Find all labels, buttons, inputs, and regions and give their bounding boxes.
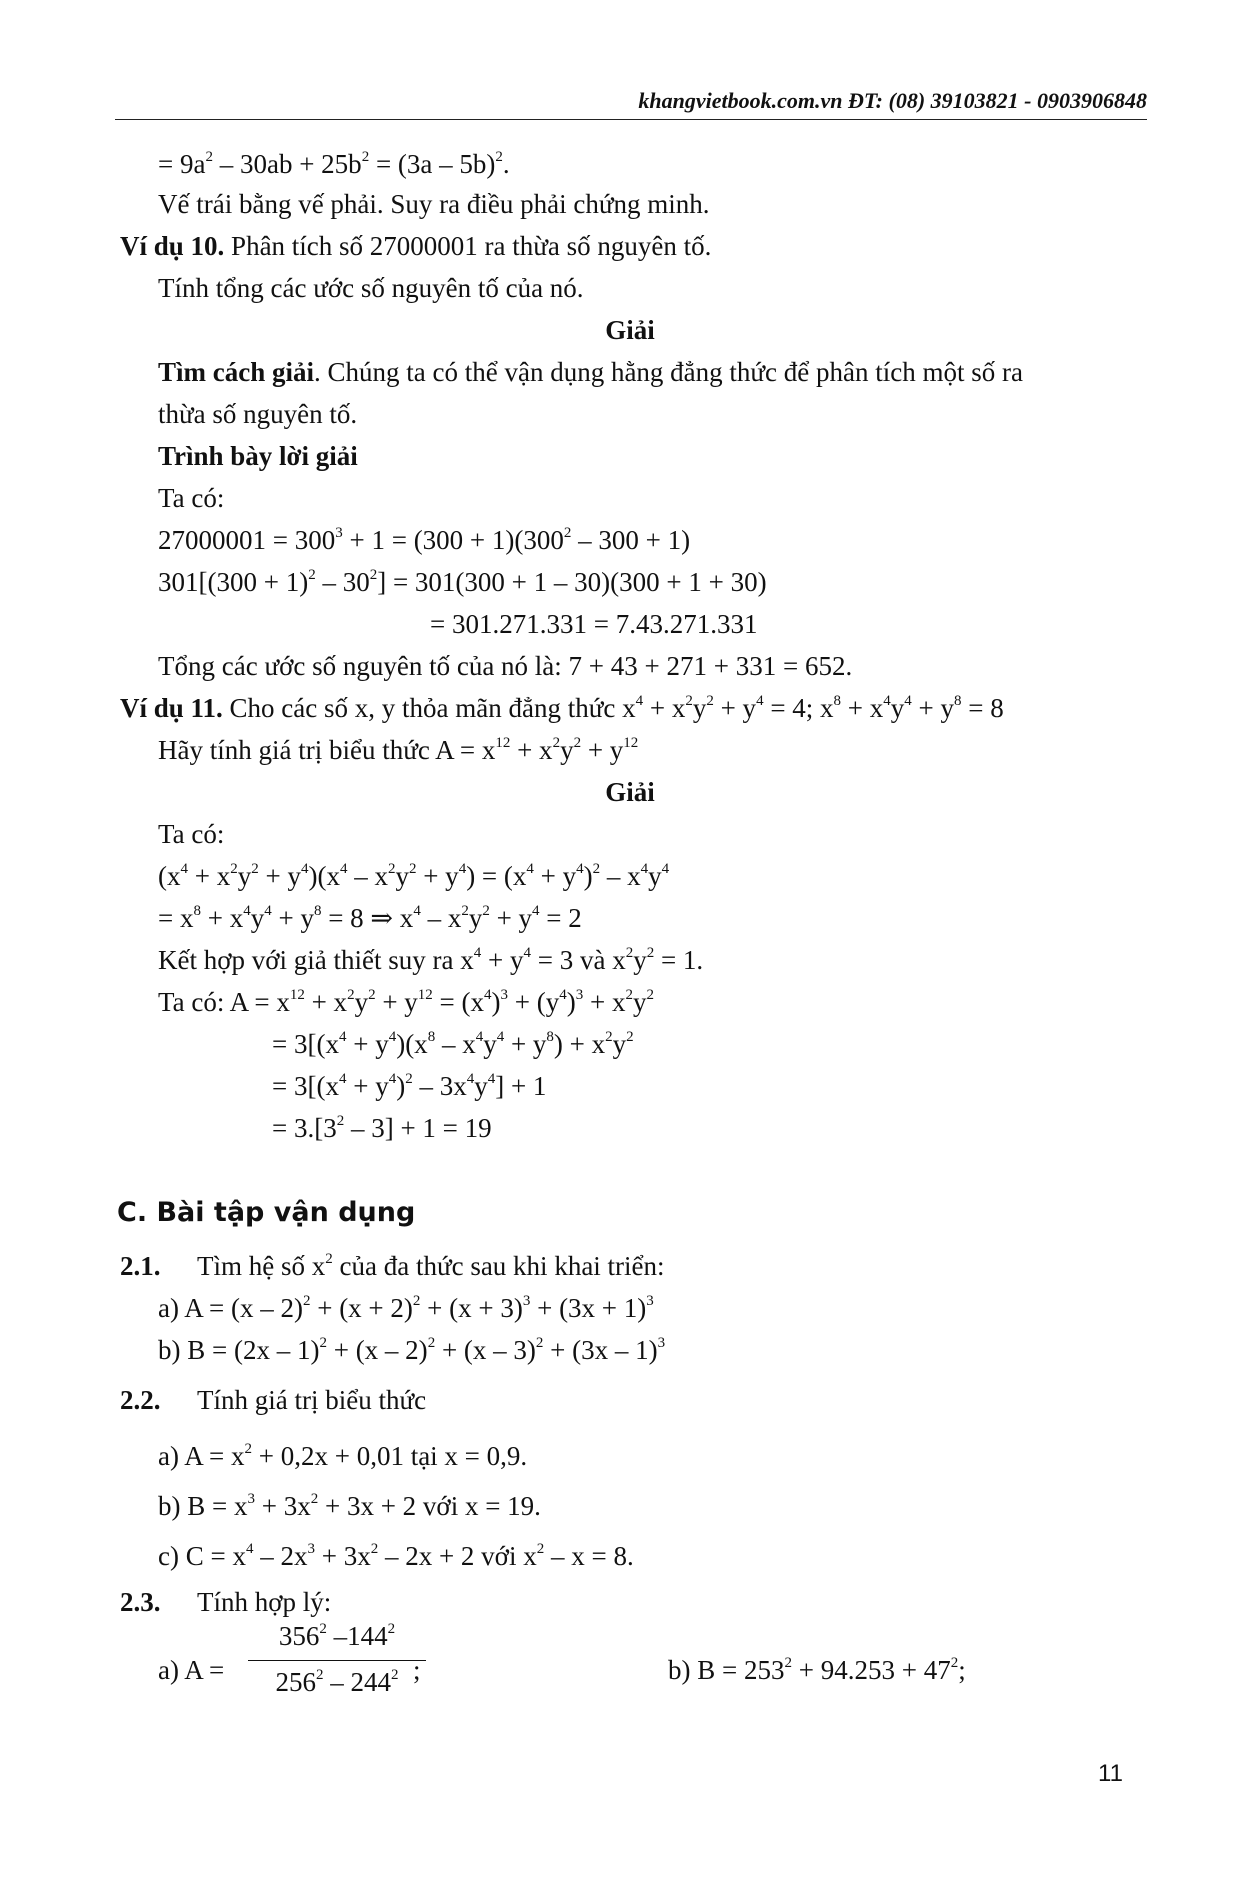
example-label: Ví dụ 11. <box>120 693 223 723</box>
solution-conclusion: Tổng các ước số nguyên tố của nó là: 7 + 43 + 271 + 331 = 652. <box>158 651 853 681</box>
exercise-2-1-title: Tìm hệ số $x^2$ của đa thức sau khi khai triển: <box>197 1251 665 1281</box>
header-divider <box>115 119 1147 120</box>
exercise-item: a) $A = x^2 + 0,2x + 0,01$ tại x = 0,9. <box>158 1441 528 1471</box>
proof-line-1: = $9a^2 - 30ab + 25b^2 = (3a - 5b)^2$. <box>158 149 510 179</box>
exercise-item: b) $B = 253^2 + 94.253 + 47^2$; <box>668 1655 966 1685</box>
solution-line: = $3.[3^2 - 3] + 1 = 19$ <box>272 1113 492 1143</box>
page-number: 11 <box>1098 1760 1123 1787</box>
exercise-item-a-prefix: a) A = <box>158 1655 225 1685</box>
solution-line: = $x^8 + x^4y^4 + y^8 = 8$ ⇒ $x^4 - x^2y^2 + y^4 = 2$ <box>158 903 582 933</box>
exercise-2-2-title: Tính giá trị biểu thức <box>197 1385 427 1415</box>
solution-title: Giải <box>605 777 655 807</box>
approach-line: Tìm cách giải. Chúng ta có thể vận dụng hằng đẳng thức để phân tích một số ra <box>158 357 1023 387</box>
fraction <box>248 1620 426 1700</box>
exercise-2-3-title: Tính hợp lý: <box>197 1587 332 1617</box>
exercise-2-2-number: 2.2. <box>120 1385 161 1415</box>
solution-line: $27000001 = 300^3 + 1 = (300 + 1)(300^2 - 300 + 1)$ <box>158 525 691 555</box>
presentation-heading: Trình bày lời giải <box>158 441 358 471</box>
exercise-item: b) B = (2x – 1)$^2$ + (x – 2)$^2$ + (x – 3)$^2$ + (3x – 1)$^3$ <box>158 1335 666 1365</box>
solution-title: Giải <box>605 315 655 345</box>
example-label: Ví dụ 10. <box>120 231 225 261</box>
fraction-denominator: $256^2 - 244^2$ <box>275 1667 399 1697</box>
exercise-2-1-number: 2.1. <box>120 1251 161 1281</box>
solution-line: = $3[(x^4 + y^4)(x^8 - x^4y^4 + y^8) + x^2y^2$ <box>272 1029 634 1059</box>
solution-line: $(x^4 + x^2y^2 + y^4)(x^4 - x^2y^2 + y^4) = (x^4 + y^4)^2 - x^4y^4$ <box>158 861 670 891</box>
approach-line-2: thừa số nguyên tố. <box>158 399 358 429</box>
solution-line: Ta có: <box>158 819 225 849</box>
example-10-statement: Ví dụ 10. Phân tích số 27000001 ra thừa số nguyên tố. <box>120 231 712 261</box>
page-header: khangvietbook.com.vn ĐT: (08) 39103821 - 0903906848 <box>638 88 1147 113</box>
example-11-statement: Ví dụ 11. Cho các số x, y thỏa mãn đẳng thức $x^4 + x^2y^2 + y^4 = 4$; $x^8 + x^4y^4 + y^8 = 8$ <box>120 693 1004 723</box>
solution-line: Kết hợp với giả thiết suy ra $x^4 + y^4 = 3$ và $x^2y^2 = 1$. <box>158 945 704 975</box>
solution-line: Ta có: $A = x^{12} + x^2y^2 + y^{12} = (x^4)^3 + (y^4)^3 + x^2y^2$ <box>158 987 654 1017</box>
solution-line: $301[(300 + 1)^2 - 30^2] = 301(300 + 1 - 30)(300 + 1 + 30)$ <box>158 567 767 597</box>
solution-line: = 301.271.331 = 7.43.271.331 <box>430 609 758 639</box>
exercise-item: b) $B = x^3 + 3x^2 + 3x + 2$ với x = 19. <box>158 1491 541 1521</box>
exercise-item: c) $C = x^4 - 2x^3 + 3x^2 - 2x + 2$ với $x^2 - x = 8$. <box>158 1541 634 1571</box>
solution-line: Ta có: <box>158 483 225 513</box>
exercise-2-3-number: 2.3. <box>120 1587 161 1617</box>
example-11-statement-2: Hãy tính giá trị biểu thức $A = x^{12} + x^2y^2 + y^{12}$ <box>158 735 639 765</box>
example-10-statement-2: Tính tổng các ước số nguyên tố của nó. <box>158 273 584 303</box>
exercise-item-a-suffix: ; <box>413 1655 421 1685</box>
proof-conclusion: Vế trái bằng vế phải. Suy ra điều phải chứng minh. <box>158 189 710 219</box>
exercise-item: a) $A = (x - 2)^2 + (x + 2)^2 + (x + 3)^3 + (3x + 1)^3$ <box>158 1293 654 1323</box>
fraction-numerator: $356^2$ $-144^2$ <box>278 1621 396 1651</box>
solution-line: = $3[(x^4 + y^4)^2 - 3x^4y^4] + 1$ <box>272 1071 547 1101</box>
section-heading: C. Bài tập vận dụng <box>117 1197 416 1228</box>
fraction-bar <box>248 1660 426 1661</box>
